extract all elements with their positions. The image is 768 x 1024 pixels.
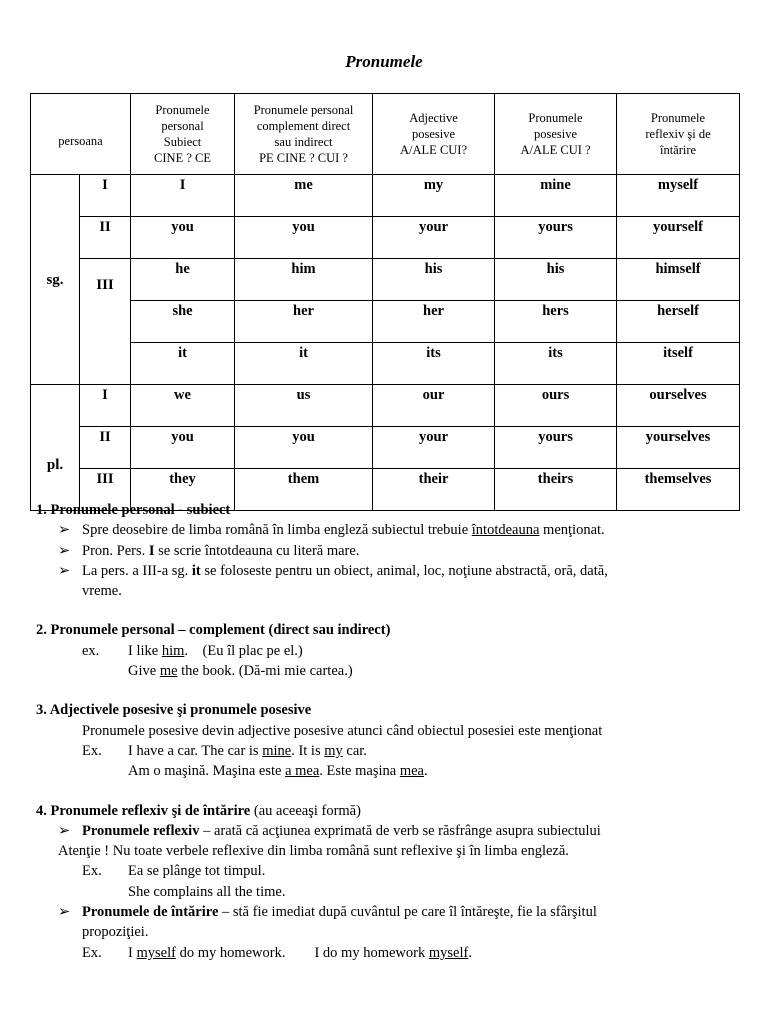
text: – arată că acţiunea exprimată de verb se răsfrânge asupra subiectului bbox=[199, 822, 601, 839]
table-cell: herself bbox=[617, 301, 740, 343]
table-cell: her bbox=[235, 301, 373, 343]
text: Pron. Pers. bbox=[82, 542, 149, 559]
table-cell: your bbox=[373, 217, 495, 259]
text: . bbox=[468, 944, 472, 961]
table-cell: yourselves bbox=[617, 427, 740, 469]
person-cell: III bbox=[80, 469, 131, 511]
group-plural: pl. bbox=[31, 385, 80, 511]
text: . bbox=[423, 763, 428, 780]
table-cell: us bbox=[235, 385, 373, 427]
text: – stă fie imediat după cuvântul pe care îl întăreşte, fie la sfârşitul bbox=[218, 904, 597, 921]
example-label: Ex. bbox=[82, 863, 102, 880]
person-cell: II bbox=[80, 427, 131, 469]
section-2-title: 2. Pronumele personal – complement (direct sau indirect) bbox=[36, 622, 391, 639]
header-line: A/ALE CUI? bbox=[400, 143, 468, 157]
underlined-text: întotdeauna bbox=[471, 522, 540, 539]
header-line: Pronumele bbox=[155, 103, 210, 117]
example-label: Ex. bbox=[82, 944, 102, 961]
table-row bbox=[31, 175, 740, 217]
text: car. bbox=[342, 742, 367, 759]
table-cell: myself bbox=[617, 175, 740, 217]
table-cell: you bbox=[131, 217, 235, 259]
bullet-item bbox=[36, 561, 756, 581]
table-cell: me bbox=[235, 175, 373, 217]
underlined-text: my bbox=[324, 742, 343, 759]
header-subject bbox=[131, 94, 235, 175]
table-cell: yours bbox=[495, 217, 617, 259]
table-row bbox=[31, 217, 740, 259]
bold-text: Pronumele reflexiv bbox=[82, 822, 200, 839]
header-line: PE CINE ? CUI ? bbox=[259, 151, 348, 165]
text: . (Eu îl plac pe el.) bbox=[184, 642, 303, 659]
table-row bbox=[31, 259, 740, 301]
text: I have a car. The car is bbox=[128, 742, 263, 759]
example-line bbox=[36, 861, 756, 881]
table-cell: ourselves bbox=[617, 385, 740, 427]
table-cell: yours bbox=[495, 427, 617, 469]
text: Spre deosebire de limba română în limba engleză subiectul trebuie bbox=[82, 522, 472, 539]
underlined-text: myself bbox=[428, 944, 469, 961]
table-cell: hers bbox=[495, 301, 617, 343]
table-row bbox=[31, 343, 740, 385]
header-possessive bbox=[495, 94, 617, 175]
bullet-item bbox=[36, 520, 756, 540]
header-line: întărire bbox=[659, 143, 697, 157]
page-title: Pronumele bbox=[345, 52, 423, 71]
table-cell: your bbox=[373, 427, 495, 469]
table-cell: their bbox=[373, 469, 495, 511]
text: Ea se plânge tot timpul. bbox=[128, 863, 266, 880]
table-cell: you bbox=[131, 427, 235, 469]
pronouns-table bbox=[30, 93, 740, 511]
example-label: ex. bbox=[82, 642, 100, 659]
table-cell: his bbox=[373, 259, 495, 301]
header-line: sau indirect bbox=[274, 135, 333, 149]
arrow-bullet-icon: ➢ bbox=[58, 822, 71, 839]
explanation-line: Pronumele posesive devin adjective posesive atunci când obiectul posesiei este menţionat bbox=[82, 722, 603, 739]
arrow-bullet-icon: ➢ bbox=[58, 562, 71, 579]
continuation-line: propoziţiei. bbox=[82, 924, 149, 941]
bold-text: Pronumele de întărire bbox=[82, 904, 219, 921]
table-cell: him bbox=[235, 259, 373, 301]
header-adjective bbox=[373, 94, 495, 175]
header-line: Pronumele bbox=[528, 111, 583, 125]
table-cell: it bbox=[131, 343, 235, 385]
table-cell: we bbox=[131, 385, 235, 427]
table-cell: it bbox=[235, 343, 373, 385]
header-persoana: persoana bbox=[31, 94, 131, 175]
text: La pers. a III-a sg. bbox=[82, 562, 192, 579]
table-header-row bbox=[31, 94, 740, 175]
header-line: personal bbox=[161, 119, 204, 133]
table-row bbox=[31, 301, 740, 343]
header-line: reflexiv şi de bbox=[645, 127, 711, 141]
section-4-title-text: 4. Pronumele reflexiv şi de întărire bbox=[36, 802, 251, 819]
example-line bbox=[36, 761, 756, 781]
underlined-text: me bbox=[159, 663, 178, 680]
example-line bbox=[36, 943, 756, 963]
underlined-text: mine bbox=[262, 742, 292, 759]
header-line: Pronumele bbox=[650, 111, 706, 125]
person-cell: I bbox=[80, 175, 131, 217]
table-cell: them bbox=[235, 469, 373, 511]
table-cell: himself bbox=[617, 259, 740, 301]
table-cell: her bbox=[373, 301, 495, 343]
table-cell: you bbox=[235, 217, 373, 259]
table-cell: its bbox=[373, 343, 495, 385]
table-cell: our bbox=[373, 385, 495, 427]
bullet-item bbox=[36, 541, 756, 561]
header-line: posesive bbox=[411, 127, 456, 141]
attention-line: Atenţie ! Nu toate verbele reflexive din limba română sunt reflexive şi în limba engleză. bbox=[58, 843, 569, 860]
group-singular: sg. bbox=[31, 175, 80, 385]
underlined-text: myself bbox=[136, 944, 176, 961]
arrow-bullet-icon: ➢ bbox=[58, 522, 71, 539]
person-cell: I bbox=[80, 385, 131, 427]
example-line bbox=[36, 741, 756, 761]
bold-text: it bbox=[191, 562, 201, 579]
table-row bbox=[31, 385, 740, 427]
header-line: complement direct bbox=[256, 119, 351, 133]
header-line: Subiect bbox=[163, 135, 202, 149]
bullet-item bbox=[36, 821, 756, 841]
table-cell: they bbox=[131, 469, 235, 511]
underlined-text: a mea bbox=[285, 763, 320, 780]
section-1-title: 1. Pronumele personal - subiect bbox=[36, 502, 231, 518]
header-line: posesive bbox=[533, 127, 578, 141]
underlined-text: him bbox=[161, 642, 185, 659]
example-label: Ex. bbox=[82, 742, 102, 759]
header-line: A/ALE CUI ? bbox=[520, 143, 591, 157]
table-cell: his bbox=[495, 259, 617, 301]
text: . Este maşina bbox=[319, 763, 400, 780]
text: . It is bbox=[291, 742, 325, 759]
bullet-item bbox=[36, 902, 756, 922]
text: I bbox=[128, 944, 137, 961]
section-4-title bbox=[36, 801, 756, 821]
text: Am o maşină. Maşina este bbox=[128, 763, 286, 780]
person-cell: III bbox=[80, 259, 131, 385]
header-line: Pronumele personal bbox=[253, 103, 354, 117]
text: I like bbox=[128, 642, 162, 659]
arrow-bullet-icon: ➢ bbox=[58, 542, 71, 559]
table-cell: he bbox=[131, 259, 235, 301]
example-line bbox=[36, 641, 756, 661]
notes-content bbox=[36, 500, 756, 963]
text: Give bbox=[128, 663, 160, 680]
header-reflexive bbox=[617, 94, 740, 175]
table-cell: theirs bbox=[495, 469, 617, 511]
table-cell: my bbox=[373, 175, 495, 217]
example-line bbox=[36, 661, 756, 681]
table-cell: she bbox=[131, 301, 235, 343]
table-cell: themselves bbox=[617, 469, 740, 511]
text: the book. (Dă-mi mie cartea.) bbox=[177, 663, 353, 680]
example-line: She complains all the time. bbox=[128, 883, 286, 900]
arrow-bullet-icon: ➢ bbox=[58, 904, 71, 921]
underlined-text: mea bbox=[399, 763, 424, 780]
table-cell: mine bbox=[495, 175, 617, 217]
text: se foloseste pentru un obiect, animal, loc, noţiune abstractă, oră, dată, bbox=[200, 562, 608, 579]
header-complement bbox=[235, 94, 373, 175]
text: do my homework. I do my homework bbox=[175, 944, 429, 961]
table-cell: itself bbox=[617, 343, 740, 385]
continuation-line: vreme. bbox=[82, 583, 122, 600]
text: se scrie întotdeauna cu literă mare. bbox=[154, 542, 360, 559]
header-line: Adjective bbox=[409, 111, 458, 125]
section-4-note: (au aceeaşi formă) bbox=[250, 802, 361, 819]
table-cell: yourself bbox=[617, 217, 740, 259]
person-cell: II bbox=[80, 217, 131, 259]
text: menţionat. bbox=[539, 522, 605, 539]
table-cell: ours bbox=[495, 385, 617, 427]
table-cell: you bbox=[235, 427, 373, 469]
table-cell: I bbox=[131, 175, 235, 217]
header-line: CINE ? CE bbox=[154, 151, 211, 165]
table-cell: its bbox=[495, 343, 617, 385]
section-3-title: 3. Adjectivele posesive şi pronumele posesive bbox=[36, 702, 312, 719]
bold-text: I bbox=[148, 542, 155, 559]
table-row bbox=[31, 427, 740, 469]
